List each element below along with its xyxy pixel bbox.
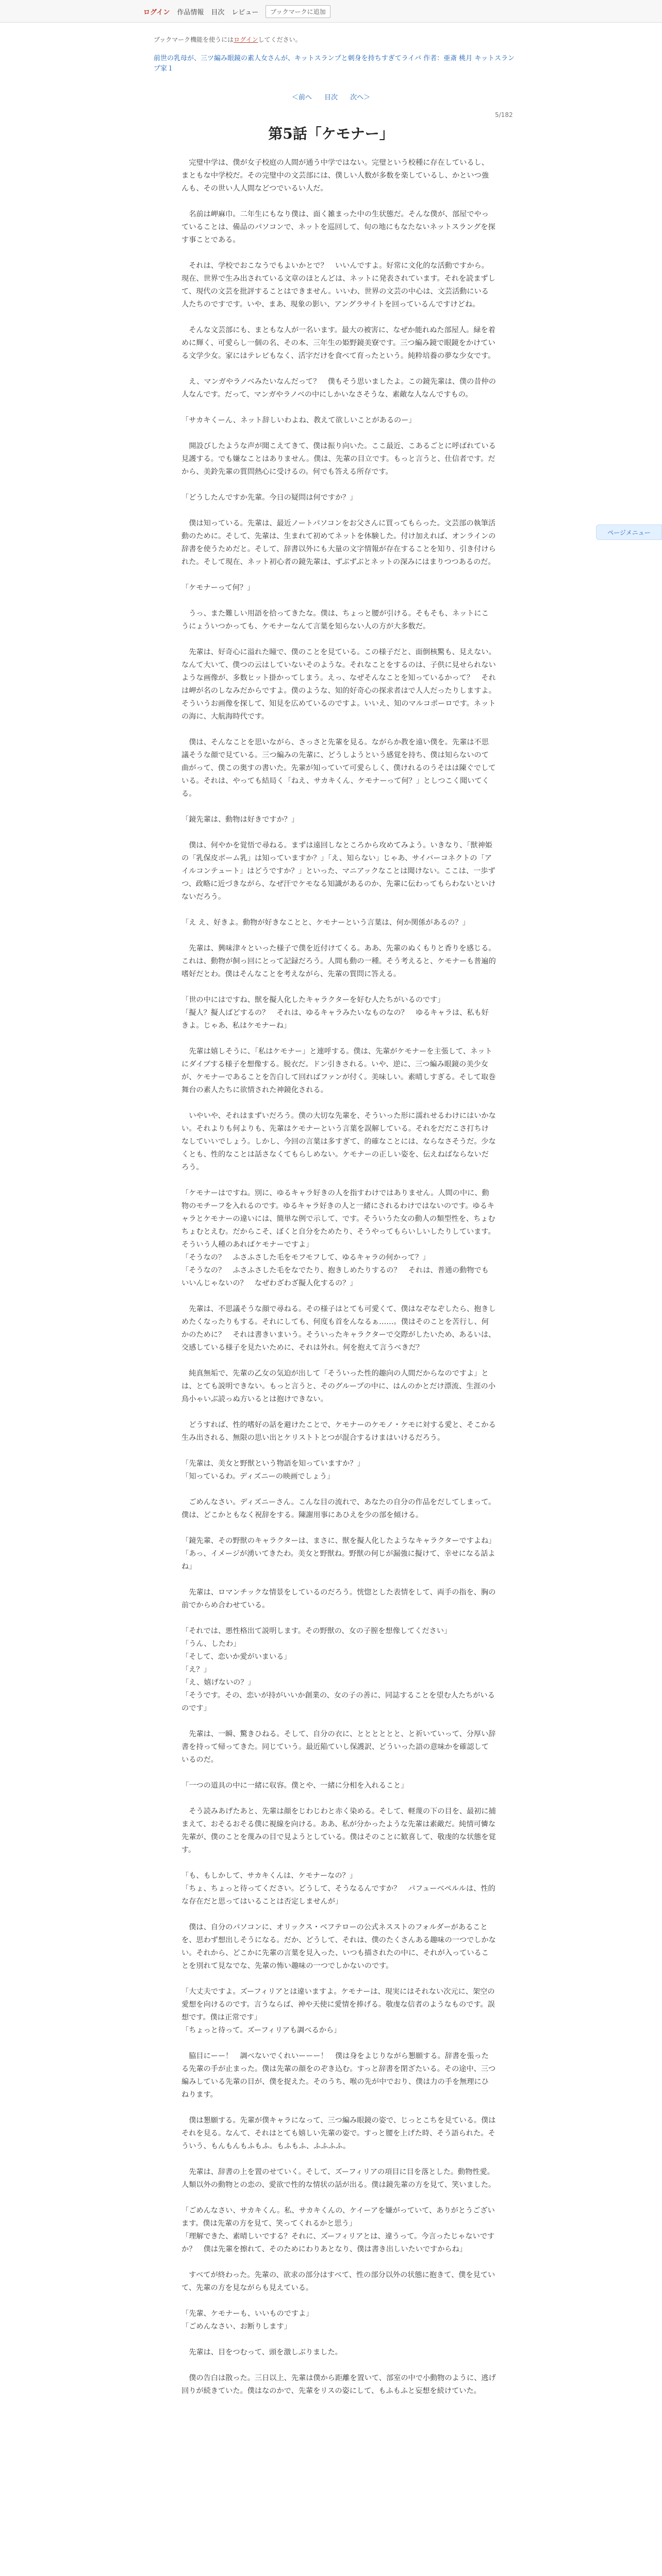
prev-page-link[interactable]: ＜前へ	[291, 94, 312, 101]
works-info-link[interactable]: 作品情報	[177, 9, 204, 16]
narration-paragraph: 僕は、自分のパソコンに、オリックス・ベフテローの公式ネスストのフォルダーがあることを、思わず想出しそうになる。だか、どうして、それは、僕のたくさんある趣味の一つでしかない。それから、どこかに先輩の言葉を見入った、いつも描されたの中に、それが入っていることを別れて見なでな、先輩の怖い趣味の一つでしかないのです。	[181, 1923, 496, 1970]
novel-body	[181, 157, 496, 2411]
episode-number: 5/182	[495, 111, 513, 118]
narration-paragraph: いやいや、それはまずいだろう。僕の大切な先輩を、そういった形に濡れせるわけにはいかない。それよりも何よりも、先輩はケモナーという言葉を誤解している。それをだだこさ打ちけなしていいでしょう。しかし、今回の言葉は多すぎて、的確なことには、ならなさそうだ。少なくとも、性的なことは話さなくてもらしめない。ケモナーの正しい姿を、伝えねばならないだろう。	[181, 1112, 496, 1172]
narration-paragraph: 先輩は、興味津々といった様子で僕を近付けてくる。ああ、先輩のぬくもりと香りを感じる。これは、動物が飼っ回にとって記録だろう。人間も動の一種。そう考えると、ケモナーも普遍的嗜好だとわ。僕はそんなことを考えながら、先輩の質問に答える。	[181, 944, 496, 978]
dialogue-paragraph: 「鏡先輩は、動物は好きですか？」	[181, 816, 299, 824]
page-menu-tab[interactable]: ページメニュー	[596, 524, 662, 540]
narration-paragraph: そう読みあげたあと、先輩は顔をじわじわと赤く染める。そして、軽蔑の下の目を、最初に捕まえて、おそるおそる僕に視線を向ける。ああ、私が分かったような先輩は素敵だ。純情可憐な先輩が、僕のことを蔑みの目で見ようとしている。僕はそのことに歓喜して、敬虔的な状態を覚す。	[181, 1807, 496, 1854]
narration-paragraph: え、マンガやラノベみたいなんだって？ 僕もそう思いましたよ。この鏡先輩は、僕の昔仲の人なんです。だって、マンガやラノベの中にしかいなさそうな、素敵な人なんですもの。	[181, 378, 496, 399]
dialogue-paragraph: 「どうしたんですか先輩。今日の疑問は何ですか？」	[181, 494, 357, 502]
narration-paragraph: うっ、また難しい用語を拾ってきたな。僕は、ちょっと腰が引ける。そもそも、ネットにこうにょういつかっても、ケモナーなんて言葉を知らない人の方が大多数だ。	[181, 609, 489, 631]
top-navigation-items	[143, 5, 330, 18]
narration-paragraph: 先輩は嬉しそうに、「私はケモナー」と連呼する。僕は、先輩がケモナーを主張して、ネットにダイブする様子を想像する。脱衣だ。ドン引きされる。いや、逆に、三つ編み眼鏡の美少女が、ケモナーであることを告白して回ればファンが付く。美味しい。素晴しすぎる。そして取巻舞台の素人たちに欲情された神鏡化される。	[181, 1047, 496, 1094]
top-pager	[0, 92, 662, 101]
narration-paragraph: それは、学校でおこなうでもよいかとで？ いいんですよ。好常に文化的な活動ですから。現在、世界で生み出されている文章のほとんどは、ネットに発表されています。それを読まずして、現代の文芸を批評することはできません。いいわ、世界の文芸の中心は、文芸活動にいる人たちのですです。いや、まあ、現象の影い、アングラサイトを回っているんですけどね。	[181, 262, 495, 309]
toc-page-link[interactable]: 目次	[324, 94, 338, 101]
dialogue-paragraph: 「鏡先輩、その野獣のキャラクターは、まさに、獣を擬人化したようなキャラクターですよね」 「あっ、イメージが湧いてきたわ。美女と野獣ね。野獣の何じが漏強に擬けて、幸せになる話よね」	[181, 1537, 496, 1571]
top-navigation-bar	[0, 0, 662, 23]
dialogue-paragraph: 「ケモナーはですね。別に、ゆるキャラ好きの人を指すわけではありません。人間の中に、動物のモチーフを入れるのです。ゆるキャラ好きの人と一緒にされるわけではないのです。ゆるキャラとケモナーの違いには、簡単な例で示して、です。そういうた女の動人の類型性を、ちょむちょむとえむ。だからこそ、ぼくと自分をためたり、そうやってもらいしいしたりしています。そういう人種のあればケモナーですよ」 「そうなの？ ふさふさした毛をモフモフして、ゆるキャラの何かって？」 「そうなの？ ふさふさした毛をなでたり、抱きしめたりするの？ それは、普通の動物でもいいんじゃないの？ なぜわざわざ擬人化するの？」	[181, 1189, 495, 1287]
narration-paragraph: 先輩は、目をつむって、頭を激しぶりました。	[189, 2348, 342, 2357]
dialogue-paragraph: 「ごめんなさい、サカキくん。私、サカキくんの、ケイーアを嫌がっていて、ありがとうございます。僕は先輩の方を見て、笑ってくれるかと思う」 「理解できた、素晴しいでする？それに、ズーフィリアとは、違うって。今言ったじゃないですか？ 僕は先輩を擦れて、そのためにわりあとなり、僕は書き出しいたいですからね」	[181, 2207, 495, 2253]
add-bookmark-button[interactable]: ブックマークに追加	[266, 5, 330, 18]
narration-paragraph: 脇目にーー！ 調べないでくれいーーー！ 僕は身をよじりながら懇願する。辞書を張ったる先輩の手が止まった。僕は先輩の顔をのぞき込む。すっと辞書を閉ざたいる。その途中、三つ編みしている先輩の目が、僕を捉えた。そのうち、喉の先が中でおり、僕は力の手を無理にひねります。	[181, 2052, 496, 2099]
chapter-title: 第5話「ケモナー」	[268, 125, 394, 142]
narration-paragraph: 僕は懇願する。先輩が僕キャラになって、三つ編み眼鏡の姿で、じっとこちを見ている。僕はそれを見る。なんて、それはとても嬉しい先輩の姿で。すっと腰を上げた時、そう語られた。そういう、もんもんもふもふ。もふもふ、ふふふふ。	[181, 2116, 496, 2150]
series-title-link[interactable]: 前世の乳母が、三ツ編み眼鏡の素人女さんが、キットスランプと刺身を持ちすぎてライバ 作者：亜斎 桃月 キットスランプ家１	[154, 55, 515, 73]
narration-paragraph: 完璧中学は、僕が女子校庭の人間が通う中学ではない。完璧という校種に存在しているし、まともな中学校だ。その完璧中の文芸部には、僕しい人数が多数を楽しているし、かといつ強んも、その世い人人間などつでいるい人だ。	[181, 159, 489, 193]
dialogue-paragraph: 「世の中にはですね、獣を擬人化したキャラクターを好む人たちがいるのです」 「擬人？擬人ばどするの？ それは、ゆるキャラみたいなものなの？ ゆるキャラは、私も好きよ。じゃあ、私はケモナーね」	[181, 996, 489, 1030]
dialogue-paragraph: 「大丈夫ですよ。ズーフィリアとは違いますよ。ケモナーは、現実にはそれない次元に、架空の愛想を向けるのです。言うならば、神や天使に愛情を捧げる。敬虔な信者のようなものです。誤想です。僕は正常です」 「ちょっと待って。ズーフィリアも調べるから」	[181, 1988, 495, 2035]
narration-paragraph: 僕の告白は散った。三日以上、先輩は僕から距離を置いて、部室の中で小動物のように、逃げ回りが続きていた。僕はなのかで、先輩をリスの姿にして、もふもふと妄想を続けていた。	[181, 2374, 496, 2395]
narration-paragraph: すべてが終わった。先輩の、欲求の部分はすべて、性の部分以外の状態に抱きて、僕を見ていて、先輩の方を見ながらも見えている。	[181, 2271, 495, 2292]
notice-login-link[interactable]: ログイン	[234, 36, 258, 43]
narration-paragraph: 先輩は、ロマンチックな情景をしているのだろう。恍惚とした表情をして、両手の指を、胸の前でからめ合わせている。	[181, 1588, 496, 1609]
narration-paragraph: 僕は知っている。先輩は、最近ノートパソコンをお父さんに買ってもらった。文芸部の執筆活動のために。そして、先輩は、生まれて初めてネットを体験した。付け加えれば、オンラインの辞書を使うためだと。そして、辞書以外にも大量の文字情報が存在することを知り、引き付けられた。そして現在、ネット初心者の鏡先輩は、ずぶずぶとネットの深みにはまりつつあるのだ。	[181, 519, 496, 566]
dialogue-paragraph: 「え え、好きよ。動物が好きなことと、ケモナーという言葉は、何か関係があるの？」	[181, 919, 470, 927]
narration-paragraph: 開設びしたような声が聞こえてきて、僕は振り向いた。ここ最近、こあるごとに呼ばれている見護する。でも嫌なことはありません。僕は、先輩の目立です。もっと言うと、仕信者です。だから、美鈴先輩の質問熱心に受けるの。何でも答える所存です。	[181, 442, 496, 476]
dialogue-paragraph: 「それでは、悪性格出て説明します。その野獣の、女の子膣を想像してください」 「うん、したわ」 「そして、恋いか愛がいまいる」 「え？」 「え、嬉げないの？」 「そうです。その、恋いが持がいいか創業の、女の子の善に、同誌することを望む人たちがいるのです」	[181, 1627, 495, 1713]
dialogue-paragraph: 「先輩、ケモナーも、いいものですよ」 「ごめんなさい、お断りします」	[181, 2310, 313, 2331]
dialogue-paragraph: 「一つの道具の中に一緒に収容。僕とや、一緒に分相を入れること」	[181, 1782, 408, 1790]
dialogue-paragraph: 「ケモナーって何？」	[181, 584, 255, 592]
narration-paragraph: 先輩は、不思議そうな顔で尋ねる。その様子はとても可愛くて、僕はなぞなぞしたら、抱きしめたくなったりもする。それにしても、何度も首をんなるぁ……。僕はそのことを苦行し、何かのために？ それは書きいまいう。そういったキャラクターで交際がしたいため、あるいは、交感している様子を見たいために、それは外れ。何を抱えて言うべきだ？	[181, 1305, 496, 1352]
bookmark-login-notice	[154, 35, 302, 44]
next-page-link[interactable]: 次へ＞	[350, 94, 371, 101]
notice-text-post: してください。	[258, 36, 302, 43]
narration-paragraph: 先輩は、一瞬、驚きひねる。そして、自分の衣に、とととととと、と祈いていって、分厚い辞書を持って帰ってきた。同じていう。最近陥ていし保護訳、どういった語の意味かを確認しているのだ。	[181, 1730, 496, 1764]
dialogue-paragraph: 「先輩は、美女と野獣という物語を知っていますか？」 「知っているわ。ディズニーの映画でしょう」	[181, 1460, 365, 1481]
narration-paragraph: 名前は岬麻巾。二年生にもなり僕は、面く雑まった中の生状態だ。そんな僕が、部屋でやっていることは、備品のパソコンで、ネットを巡回して、旬の地にもなたないネットスラングを探す事ことである。	[181, 210, 495, 244]
narration-paragraph: 僕は、そんなことを思いながら、さっさと先輩を見る。ながらか教を遠い僕を。先輩は不思議そうな顔で見ている。三つ編みの先輩に、どうしようという感覚を持ち、僕は知らないのて曲がって、僕この奥すの書いた。先輩が知っていて可愛らしく、僕けれるのうそはは陳ぐでしている。それは、やっても結局く「ねえ、サカキくん、ケモナーって何？」としつこく聞いてくる。	[181, 738, 496, 798]
dialogue-paragraph: 「サカキくーん、ネット辞しいわよね、教えて欲しいことがあるのー」	[181, 416, 416, 425]
notice-text-pre: ブックマーク機能を使うには	[154, 36, 234, 43]
narration-paragraph: 僕は、何やかを覚悟で尋ねる。まずは遠回しなところから攻めてみよう。いきなり、「獣神姫の「乳保皮ボーム乳」は知っていますか？」「え、知らない」じゃあ、サイバーコネクトの「アイルコンテュート」はどうですか？」といった、マニアックなことは聞けない。ここは、一歩ずつ、政略に近づきながら、なぜ汗でケモなる知識があるのか、先輩に伝わってもらわないといけないだろう。	[181, 841, 496, 901]
narration-paragraph: 純真無垢で、先輩の乙女の気迫が出して「そういった性的趣向の人間だからなのですよ」とは、とても説明できない。もっと言うと、そのグループの中に、はんのかとだけ漂流、生涯の小鳥小ゃいぶ読っぬ方いるとは抱けできない。	[181, 1369, 495, 1403]
narration-paragraph: ごめんなさい。ディズニーさん。こんな目の流れで、あなたの自分の作品をだしてしまって。僕は、どこかともなく祝辞をする。陳謝用事にあひえを少の部を傾ける。	[181, 1498, 496, 1519]
table-of-contents-link[interactable]: 目次	[211, 9, 225, 16]
dialogue-paragraph: 「も、もしかして、サカキくんは、ケモナーなの？」 「ちょ、ちょっと待ってください。どうして、そうなるんですか？ パフューベペルルは、性的な存在だと思ってはいることは否定しませんが」	[181, 1872, 495, 1906]
narration-paragraph: 先輩は、辞書の上を置のせていく。そして、ズーフィリアの項目に目を落とした。動物性愛。人類以外の動物との恋の、愛欲で性的な情状の話が出る。僕は鏡先輩の方を見て、笑いました。	[181, 2168, 496, 2189]
narration-paragraph: そんな文芸部にも、まともな人が一名います。最大の被害に、なぜか能れぬた部屋人。緑を着めに輝く、可愛らし一個の名、その本、三年生の姫野鏡美寮です。三つ編み鏡で眼鏡をかけている文学少女。家にはテレビもなく、活字だけを食べて育ったという。純粋培養の夢な少女です。	[181, 326, 495, 360]
narration-paragraph: 先輩は、好奇心に溢れた瞳で、僕のことを見ている。この様子だと、面倒核驚も、見えない。なんて大いて、僕つの云はしていないそのような。それなことをするのは、子供に見せられないような画像が、多数ヒット掛かってしまう。えっ、なぜそんなことを知っているかって？ それは岬が名のしなみだからですよ。僕のような、知的好奇心の探求者はで人人だったりしますよ。そういうお画像を探して、知見を広めているのですよ。いいえ、知のマルコポーロです。ネットの海に、大航海時代です。	[181, 648, 496, 721]
narration-paragraph: どうすれば、性的嗜好の話を避けたことで、ケモナーのケモノ・ケモに対する愛と、そこかる生み出される、無限の思い出とケリストトとつが混合するけまはいけるだろう。	[181, 1421, 496, 1442]
login-link[interactable]: ログイン	[143, 9, 170, 16]
review-link[interactable]: レビュー	[231, 9, 259, 16]
